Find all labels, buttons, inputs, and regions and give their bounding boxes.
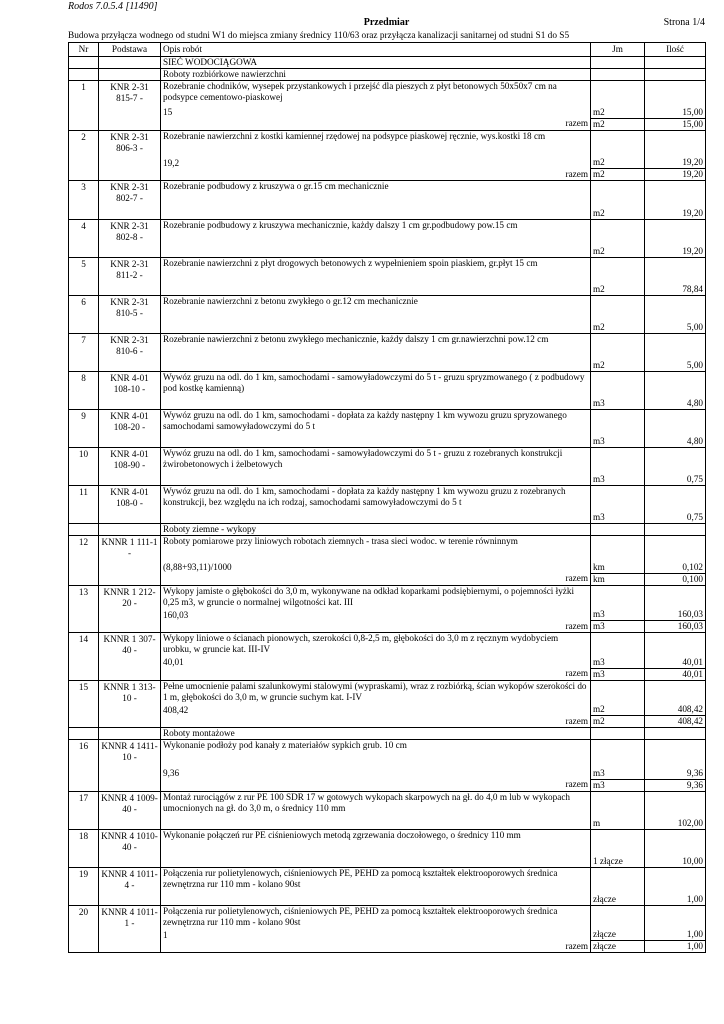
item-description-cell xyxy=(161,181,591,204)
item-basis: KNNR 4 1411-10 - xyxy=(99,740,161,792)
total-unit: m2 xyxy=(591,169,645,181)
quantity-row xyxy=(69,762,706,779)
item-unit: m2 xyxy=(591,318,645,334)
item-jm-spacer xyxy=(591,867,645,890)
total-row xyxy=(69,716,706,728)
item-number: 13 xyxy=(69,585,99,633)
item-quantity: 408,42 xyxy=(645,703,706,716)
item-formula xyxy=(161,318,591,334)
item-description-cell xyxy=(161,220,591,243)
item-unit: m3 xyxy=(591,762,645,779)
table-row xyxy=(69,220,706,243)
item-basis: KNR 2-31 810-6 - xyxy=(99,334,161,372)
total-label: razem xyxy=(161,573,591,585)
table-row xyxy=(69,867,706,890)
table-body xyxy=(69,57,706,953)
item-quantity: 1,00 xyxy=(645,890,706,906)
quantity-row xyxy=(69,608,706,621)
item-unit: m3 xyxy=(591,394,645,410)
item-jm-spacer xyxy=(591,585,645,608)
item-number: 16 xyxy=(69,740,99,792)
section-ilosc-cell xyxy=(645,57,706,69)
item-formula: 160,03 xyxy=(161,608,591,621)
item-description-cell xyxy=(161,81,591,104)
item-number: 7 xyxy=(69,334,99,372)
item-jm-spacer xyxy=(591,633,645,656)
item-unit: złącze xyxy=(591,928,645,941)
item-ilosc-spacer xyxy=(645,372,706,395)
item-description-cell xyxy=(161,633,591,656)
section-podstawa-cell xyxy=(99,524,161,536)
item-formula: 40,01 xyxy=(161,655,591,668)
quantity-row xyxy=(69,508,706,524)
item-basis: KNR 2-31 802-7 - xyxy=(99,181,161,220)
table-header-row xyxy=(69,43,706,57)
item-number: 4 xyxy=(69,220,99,258)
item-quantity: 0,75 xyxy=(645,508,706,524)
item-ilosc-spacer xyxy=(645,585,706,608)
quantity-row xyxy=(69,318,706,334)
section-row xyxy=(69,57,706,69)
section-jm-cell xyxy=(591,728,645,740)
item-description-cell xyxy=(161,536,591,559)
item-ilosc-spacer xyxy=(645,258,706,281)
item-quantity: 1,00 xyxy=(645,928,706,941)
total-unit: m2 xyxy=(591,118,645,130)
total-row xyxy=(69,621,706,633)
item-basis: KNNR 4 1011-4 - xyxy=(99,867,161,905)
item-description-cell xyxy=(161,829,591,852)
item-description: Roboty pomiarowe przy liniowych robotach ziemnych - trasa sieci wodoc. w terenie równinnym xyxy=(163,536,518,546)
item-unit: m3 xyxy=(591,608,645,621)
item-description: Wywóz gruzu na odl. do 1 km, samochodami - dopłata za każdy następny 1 km wywozu gruzu z rozebranych konstrukcji, bez względu na ich rodzaj, samochodami samowyładowczymi do 5 t xyxy=(163,486,566,507)
item-basis: KNR 4-01 108-10 - xyxy=(99,372,161,410)
item-formula: 1 xyxy=(161,928,591,941)
total-label: razem xyxy=(161,169,591,181)
item-ilosc-spacer xyxy=(645,905,706,928)
item-description-cell xyxy=(161,410,591,433)
table-row xyxy=(69,905,706,928)
section-title: SIEĆ WODOCIĄGOWA xyxy=(161,57,591,69)
project-subject: Budowa przyłącza wodnego od studni W1 do miejsca zmiany średnicy 110/63 oraz przyłącza kanalizacji sanitarnej od studni S1 do S5 xyxy=(68,31,570,41)
total-row xyxy=(69,118,706,130)
section-ilosc-cell xyxy=(645,728,706,740)
section-title: Roboty rozbiórkowe nawierzchni xyxy=(161,69,591,81)
total-unit: m3 xyxy=(591,779,645,791)
page-number: Strona 1/4 xyxy=(663,17,705,28)
quantity-row xyxy=(69,356,706,372)
item-description: Wykonanie podłoży pod kanały z materiałów sypkich grub. 10 cm xyxy=(163,740,407,750)
total-label: razem xyxy=(161,779,591,791)
total-quantity: 40,01 xyxy=(645,668,706,680)
item-ilosc-spacer xyxy=(645,181,706,204)
total-row xyxy=(69,573,706,585)
quantity-row xyxy=(69,703,706,716)
item-number: 15 xyxy=(69,680,99,728)
section-ilosc-cell xyxy=(645,69,706,81)
item-number: 6 xyxy=(69,296,99,334)
item-number: 14 xyxy=(69,633,99,681)
table-row xyxy=(69,130,706,153)
total-unit: m2 xyxy=(591,716,645,728)
item-quantity: 4,80 xyxy=(645,394,706,410)
section-ilosc-cell xyxy=(645,524,706,536)
section-jm-cell xyxy=(591,57,645,69)
item-description-cell xyxy=(161,680,591,703)
item-description-cell xyxy=(161,258,591,281)
item-basis: KNNR 1 212-20 - xyxy=(99,585,161,633)
item-formula xyxy=(161,432,591,448)
item-formula xyxy=(161,814,591,830)
quantity-row xyxy=(69,655,706,668)
item-number: 10 xyxy=(69,448,99,486)
quantity-row xyxy=(69,470,706,486)
item-description: Rozebranie podbudowy z kruszywa o gr.15 cm mechanicznie xyxy=(163,181,389,191)
total-unit: m3 xyxy=(591,668,645,680)
column-header-jm: Jm xyxy=(591,43,645,57)
section-row xyxy=(69,524,706,536)
item-description: Pełne umocnienie palami szalunkowymi stalowymi (wypraskami), wraz z rozbiórką, ścian wykopów szerokości do 1 m, głębokości do 3,0 m, w gruncie suchym kat. I-IV xyxy=(163,680,587,702)
item-formula xyxy=(161,890,591,906)
quantity-row xyxy=(69,242,706,258)
item-basis: KNR 2-31 815-7 - xyxy=(99,81,161,131)
total-label: razem xyxy=(161,668,591,680)
section-nr-cell xyxy=(69,57,99,69)
item-description: Wykonanie połączeń rur PE ciśnieniowych metodą zgrzewania doczołowego, o średnicy 110 mm xyxy=(163,829,521,840)
table-row xyxy=(69,585,706,608)
item-unit: m2 xyxy=(591,356,645,372)
item-description: Rozebranie nawierzchni z płyt drogowych betonowych z wypełnieniem spoin piaskiem, gr.płyt 15 cm xyxy=(163,258,538,268)
item-description: Wywóz gruzu na odl. do 1 km, samochodami - samowyładowczymi do 5 t - gruzu z rozebranych konstrukcji żwirobetonowych i żelbetowych xyxy=(163,448,563,469)
item-description-cell xyxy=(161,585,591,608)
item-formula xyxy=(161,242,591,258)
item-ilosc-spacer xyxy=(645,633,706,656)
item-description: Rozebranie podbudowy z kruszywa mechanicznie, każdy dalszy 1 cm gr.podbudowy pow.15 cm xyxy=(163,220,518,230)
item-formula xyxy=(161,203,591,220)
item-basis: KNNR 4 1011-1 - xyxy=(99,905,161,953)
total-label: razem xyxy=(161,716,591,728)
section-title: Roboty montażowe xyxy=(161,728,591,740)
item-basis: KNNR 1 313-10 - xyxy=(99,680,161,728)
quantity-row xyxy=(69,432,706,448)
quantity-row xyxy=(69,153,706,169)
quantity-row xyxy=(69,280,706,296)
item-ilosc-spacer xyxy=(645,829,706,852)
item-description: Połączenia rur polietylenowych, ciśnieniowych PE, PEHD za pomocą kształtek elektrooporowych średnica zewnętrzna rur 110 mm - kolano 90st xyxy=(163,867,558,889)
item-jm-spacer xyxy=(591,448,645,471)
total-quantity: 15,00 xyxy=(645,118,706,130)
item-description-cell xyxy=(161,791,591,814)
item-number: 1 xyxy=(69,81,99,131)
item-unit: m2 xyxy=(591,242,645,258)
item-jm-spacer xyxy=(591,130,645,153)
item-jm-spacer xyxy=(591,258,645,281)
item-basis: KNR 2-31 802-8 - xyxy=(99,220,161,258)
quantity-row xyxy=(69,814,706,830)
total-quantity: 9,36 xyxy=(645,779,706,791)
item-unit: m2 xyxy=(591,203,645,220)
item-formula xyxy=(161,356,591,372)
quantity-row xyxy=(69,103,706,118)
item-description-cell xyxy=(161,867,591,890)
item-ilosc-spacer xyxy=(645,536,706,559)
item-description: Wywóz gruzu na odl. do 1 km, samochodami - dopłata za każdy następny 1 km wywozu gruzu spryzowanego samochodami samowyładowczymi do 5 t xyxy=(163,410,567,431)
quantity-row xyxy=(69,394,706,410)
item-ilosc-spacer xyxy=(645,680,706,703)
item-jm-spacer xyxy=(591,536,645,559)
item-unit: m3 xyxy=(591,432,645,448)
table-row xyxy=(69,740,706,763)
table-row xyxy=(69,829,706,852)
item-ilosc-spacer xyxy=(645,867,706,890)
total-quantity: 160,03 xyxy=(645,621,706,633)
total-quantity: 0,100 xyxy=(645,573,706,585)
item-quantity: 19,20 xyxy=(645,242,706,258)
item-quantity: 0,75 xyxy=(645,470,706,486)
item-basis: KNR 2-31 806-3 - xyxy=(99,130,161,181)
item-number: 19 xyxy=(69,867,99,905)
total-label: razem xyxy=(161,621,591,633)
item-unit: m2 xyxy=(591,703,645,716)
section-podstawa-cell xyxy=(99,57,161,69)
item-ilosc-spacer xyxy=(645,130,706,153)
section-jm-cell xyxy=(591,524,645,536)
item-description: Wywóz gruzu na odl. do 1 km, samochodami - samowyładowczymi do 5 t - gruzu spryzmowanego ( z podbudowy pod kostkę kamienną) xyxy=(163,372,585,393)
section-row xyxy=(69,728,706,740)
item-formula: 9,36 xyxy=(161,762,591,779)
item-number: 17 xyxy=(69,791,99,829)
section-nr-cell xyxy=(69,69,99,81)
item-jm-spacer xyxy=(591,905,645,928)
item-formula xyxy=(161,470,591,486)
item-description: Rozebranie nawierzchni z kostki kamiennej rzędowej na podsypce piaskowej ręcznie, wys.kostki 18 cm xyxy=(163,130,546,141)
item-unit: m2 xyxy=(591,153,645,169)
software-version: Rodos 7.0.5.4 [11490] xyxy=(68,1,158,12)
item-description-cell xyxy=(161,486,591,509)
item-number: 8 xyxy=(69,372,99,410)
total-quantity: 1,00 xyxy=(645,941,706,953)
item-basis: KNR 4-01 108-90 - xyxy=(99,448,161,486)
quantity-row xyxy=(69,928,706,941)
item-quantity: 40,01 xyxy=(645,655,706,668)
total-row xyxy=(69,941,706,953)
item-formula: (8,88+93,11)/1000 xyxy=(161,558,591,573)
item-ilosc-spacer xyxy=(645,296,706,319)
item-quantity: 102,00 xyxy=(645,814,706,830)
item-jm-spacer xyxy=(591,829,645,852)
item-jm-spacer xyxy=(591,296,645,319)
item-basis: KNR 4-01 108-0 - xyxy=(99,486,161,524)
item-quantity: 10,00 xyxy=(645,852,706,868)
quantity-row xyxy=(69,890,706,906)
table-row xyxy=(69,791,706,814)
item-description: Montaż rurociągów z rur PE 100 SDR 17 w gotowych wykopach skarpowych na gł. do 4,0 m lub w wykopach umocnionych na gł. do 3,0 m, o średnicy 110 mm xyxy=(163,791,570,813)
column-header-nr: Nr xyxy=(69,43,99,57)
item-quantity: 5,00 xyxy=(645,356,706,372)
item-description: Rozebranie nawierzchni z betonu zwykłego mechanicznie, każdy dalszy 1 cm gr.nawierzchni pow.12 cm xyxy=(163,334,549,344)
item-quantity: 19,20 xyxy=(645,203,706,220)
item-number: 11 xyxy=(69,486,99,524)
item-formula: 19,2 xyxy=(161,153,591,169)
item-basis: KNR 2-31 810-5 - xyxy=(99,296,161,334)
item-jm-spacer xyxy=(591,486,645,509)
table-row xyxy=(69,486,706,509)
total-quantity: 19,20 xyxy=(645,169,706,181)
total-unit: złącze xyxy=(591,941,645,953)
item-unit: 1 złącze xyxy=(591,852,645,868)
item-unit: złącze xyxy=(591,890,645,906)
item-ilosc-spacer xyxy=(645,486,706,509)
item-quantity: 5,00 xyxy=(645,318,706,334)
item-description: Połączenia rur polietylenowych, ciśnieniowych PE, PEHD za pomocą kształtek elektrooporowych średnica zewnętrzna rur 110 mm - kolano 90st xyxy=(163,905,558,927)
table-row xyxy=(69,372,706,395)
item-number: 9 xyxy=(69,410,99,448)
total-quantity: 408,42 xyxy=(645,716,706,728)
item-number: 18 xyxy=(69,829,99,867)
item-number: 5 xyxy=(69,258,99,296)
total-row xyxy=(69,779,706,791)
item-formula: 408,42 xyxy=(161,703,591,716)
table-row xyxy=(69,296,706,319)
column-header-ilosc: Ilość xyxy=(645,43,706,57)
table-row xyxy=(69,680,706,703)
section-podstawa-cell xyxy=(99,69,161,81)
item-number: 2 xyxy=(69,130,99,181)
item-unit: m2 xyxy=(591,280,645,296)
section-nr-cell xyxy=(69,728,99,740)
quantity-row xyxy=(69,852,706,868)
table-row xyxy=(69,81,706,104)
item-basis: KNNR 4 1009-40 - xyxy=(99,791,161,829)
item-ilosc-spacer xyxy=(645,220,706,243)
bill-of-quantities-table xyxy=(68,42,706,953)
document-title: Przedmiar xyxy=(363,17,410,28)
section-title: Roboty ziemne - wykopy xyxy=(161,524,591,536)
table-row xyxy=(69,448,706,471)
item-jm-spacer xyxy=(591,791,645,814)
item-description-cell xyxy=(161,334,591,357)
item-ilosc-spacer xyxy=(645,791,706,814)
item-formula: 15 xyxy=(161,103,591,118)
total-unit: km xyxy=(591,573,645,585)
item-jm-spacer xyxy=(591,372,645,395)
item-ilosc-spacer xyxy=(645,334,706,357)
table-row xyxy=(69,633,706,656)
item-quantity: 9,36 xyxy=(645,762,706,779)
item-description: Rozebranie chodników, wysepek przystankowych i przejść dla pieszych z płyt betonowych 50x50x7 cm na podsypce cementowo-piaskowej xyxy=(163,81,557,102)
total-label: razem xyxy=(161,118,591,130)
item-jm-spacer xyxy=(591,181,645,204)
item-ilosc-spacer xyxy=(645,410,706,433)
item-description-cell xyxy=(161,448,591,471)
item-quantity: 15,00 xyxy=(645,103,706,118)
item-formula xyxy=(161,508,591,524)
item-unit: m3 xyxy=(591,655,645,668)
item-unit: m2 xyxy=(591,103,645,118)
item-description: Wykopy liniowe o ścianach pionowych, szerokości 0,8-2,5 m, głębokości do 3,0 m z ręcznym wydobyciem urobku, w gruncie kat. III-IV xyxy=(163,633,559,654)
item-description: Wykopy jamiste o głębokości do 3,0 m, wykonywane na odkład koparkami podsiębiernymi, o pojemności łyżki 0,25 m3, w gruncie o normalnej wilgotności kat. III xyxy=(163,585,575,607)
table-row xyxy=(69,410,706,433)
item-formula xyxy=(161,852,591,868)
item-ilosc-spacer xyxy=(645,740,706,763)
section-row xyxy=(69,69,706,81)
item-number: 20 xyxy=(69,905,99,953)
table-row xyxy=(69,181,706,204)
item-description-cell xyxy=(161,740,591,763)
item-ilosc-spacer xyxy=(645,81,706,104)
item-quantity: 4,80 xyxy=(645,432,706,448)
item-number: 12 xyxy=(69,536,99,586)
column-header-opis: Opis robót xyxy=(161,43,591,57)
document-header xyxy=(68,17,705,29)
item-unit: km xyxy=(591,558,645,573)
item-formula xyxy=(161,280,591,296)
item-description-cell xyxy=(161,372,591,395)
item-unit: m3 xyxy=(591,508,645,524)
item-unit: m xyxy=(591,814,645,830)
item-ilosc-spacer xyxy=(645,448,706,471)
section-podstawa-cell xyxy=(99,728,161,740)
total-row xyxy=(69,169,706,181)
item-jm-spacer xyxy=(591,740,645,763)
item-jm-spacer xyxy=(591,334,645,357)
item-description-cell xyxy=(161,296,591,319)
total-row xyxy=(69,668,706,680)
item-jm-spacer xyxy=(591,680,645,703)
item-basis: KNNR 4 1010-40 - xyxy=(99,829,161,867)
item-number: 3 xyxy=(69,181,99,220)
item-quantity: 78,84 xyxy=(645,280,706,296)
item-quantity: 19,20 xyxy=(645,153,706,169)
total-label: razem xyxy=(161,941,591,953)
item-quantity: 0,102 xyxy=(645,558,706,573)
item-jm-spacer xyxy=(591,81,645,104)
section-nr-cell xyxy=(69,524,99,536)
item-quantity: 160,03 xyxy=(645,608,706,621)
column-header-podstawa: Podstawa xyxy=(99,43,161,57)
item-description-cell xyxy=(161,130,591,153)
table-row xyxy=(69,536,706,559)
item-basis: KNNR 1 111-1 - xyxy=(99,536,161,586)
item-description-cell xyxy=(161,905,591,928)
section-jm-cell xyxy=(591,69,645,81)
item-basis: KNR 2-31 811-2 - xyxy=(99,258,161,296)
item-basis: KNNR 1 307-40 - xyxy=(99,633,161,681)
item-unit: m3 xyxy=(591,470,645,486)
total-unit: m3 xyxy=(591,621,645,633)
quantity-row xyxy=(69,203,706,220)
quantity-row xyxy=(69,558,706,573)
item-jm-spacer xyxy=(591,220,645,243)
item-jm-spacer xyxy=(591,410,645,433)
table-row xyxy=(69,258,706,281)
table-row xyxy=(69,334,706,357)
item-formula xyxy=(161,394,591,410)
item-basis: KNR 4-01 108-20 - xyxy=(99,410,161,448)
item-description: Rozebranie nawierzchni z betonu zwykłego o gr.12 cm mechanicznie xyxy=(163,296,418,306)
